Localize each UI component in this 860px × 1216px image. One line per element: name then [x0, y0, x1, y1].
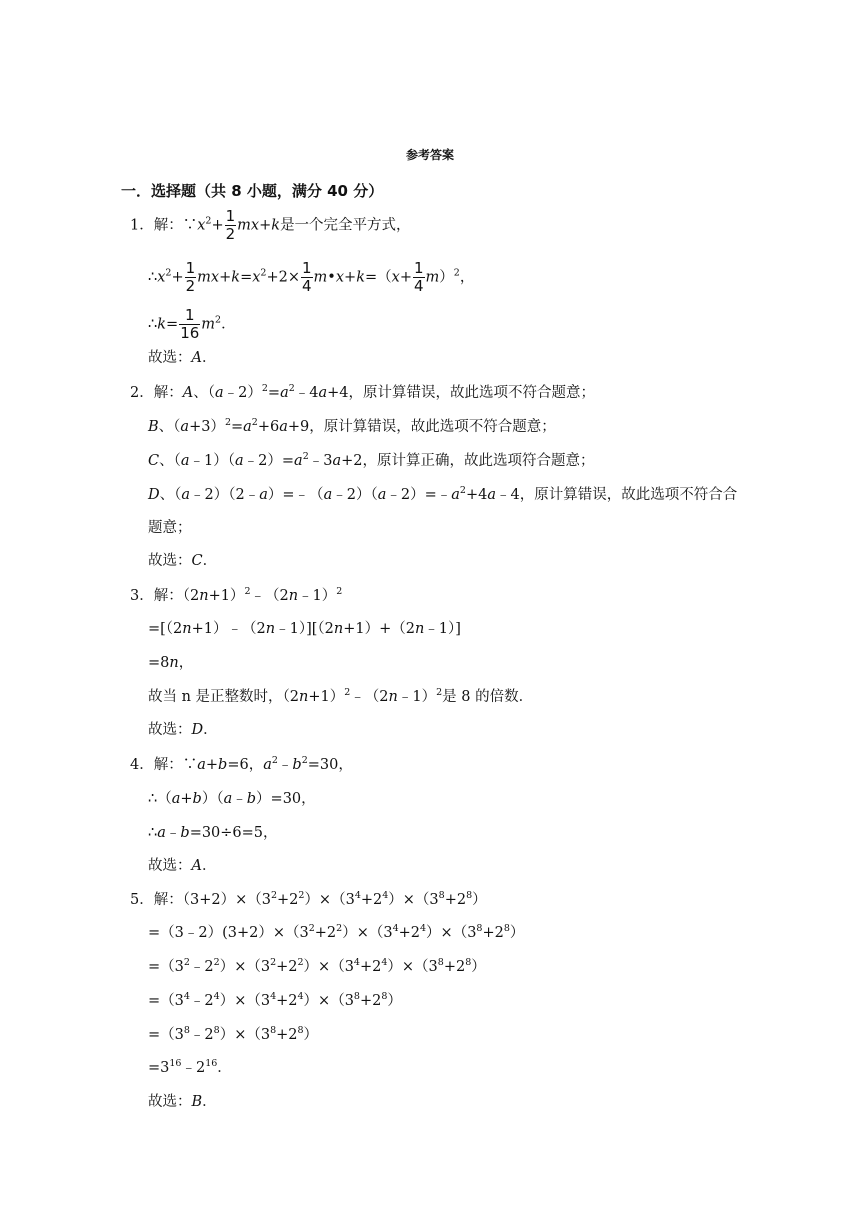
q1-answer: 故选：A．	[148, 350, 217, 366]
q2-line-1: 2．解：A、$(a﹣2)^2=a^2﹣4a+4$，原计算错误，故此选项不符合题意；	[130, 383, 596, 401]
q1-line-3: ∴k= $\frac{1}{16}$ $m^2$．	[148, 306, 236, 342]
q1-number: 1．解：	[130, 217, 183, 234]
q5-line-5: $=(3^8﹣2^8)\times(3^8+2^8)$	[148, 1025, 319, 1043]
q1-line-2: $\therefore x^2+$ $\frac{1}{2}$ $mx+k=x^2+2\times$ $\frac{1}{4}$ m•x+k=（x+ $\frac{1}{4}$ m）$^2$，	[148, 259, 475, 295]
q3-line-2: =[（2n+1）﹣（2n﹣1）][（2n+1）+（2n﹣1）]	[148, 621, 461, 637]
q2-line-3: C、$(a﹣1)(a﹣2)=a^2﹣3a+2$，原计算正确，故此选项符合题意；	[148, 451, 595, 469]
q2-number: 2．解：	[130, 385, 183, 401]
q3-line-3: =8n，	[148, 655, 194, 671]
q4-number: 4．解：	[130, 757, 183, 773]
q2-line-5: 题意；	[148, 520, 192, 536]
page-title: 参考答案	[405, 148, 454, 162]
section-heading: 一．选择题（共 8 小题，满分 40 分）	[121, 182, 384, 200]
q5-line-4: $=(3^4﹣2^4)\times(3^4+2^4)\times(3^8+2^8)$	[148, 991, 402, 1009]
q3-number: 3．解：	[130, 588, 183, 604]
fraction-quarter: $\frac{1}{4}$	[413, 259, 424, 295]
q5-line-1: 5．解：$(3+2)\times(3^2+2^2)\times(3^4+2^4)\times(3^8+2^8)$	[130, 890, 487, 908]
q5-line-2: $=(3﹣2)(3+2)\times(3^2+2^2)\times(3^4+2^4)\times(3^8+2^8)$	[148, 923, 525, 941]
fraction-quarter: $\frac{1}{4}$	[301, 259, 312, 295]
q5-answer: 故选：B．	[148, 1094, 217, 1110]
q5-line-6: $=3^{16}﹣2^{16}$．	[148, 1058, 232, 1076]
q1-line-1: 1．解：$\because x^2+$ $\frac{1}{2}$ mx+k是一个完全平方式，	[130, 207, 411, 243]
q3-line-1: 3．解：$(2n+1)^2﹣(2n﹣1)^2$	[130, 586, 343, 604]
q4-line-1: 4．解：∵a+b=6，$a^2﹣b^2=30$，	[130, 755, 353, 773]
q4-answer: 故选：A．	[148, 858, 217, 874]
q3-answer: 故选：D．	[148, 722, 218, 738]
q5-line-3: $=(3^2﹣2^2)\times(3^2+2^2)\times(3^4+2^4)\times(3^8+2^8)$	[148, 957, 486, 975]
q2-answer: 故选：C．	[148, 553, 218, 569]
q3-line-4: 故当 n 是正整数时，$(2n+1)^2﹣(2n﹣1)^2$是 8 的倍数．	[148, 687, 534, 705]
fraction-sixteenth: $\frac{1}{16}$	[180, 306, 200, 342]
q5-number: 5．解：	[130, 892, 183, 908]
q4-line-2: ∴（a+b）（a﹣b）=30，	[148, 791, 316, 807]
fraction-half: $\frac{1}{2}$	[185, 259, 196, 295]
q2-line-4: D、$(a﹣2)(2﹣a)=﹣(a﹣2)(a﹣2)=﹣a^2+4a﹣4$，原计算错误，故此选项不符合合	[148, 485, 738, 503]
fraction-half: $\frac{1}{2}$	[225, 207, 236, 243]
q4-line-3: ∴a﹣b=30÷6=5，	[148, 825, 278, 841]
q2-line-2: B、$(a+3)^2=a^2+6a+9$，原计算错误，故此选项不符合题意；	[148, 417, 556, 435]
